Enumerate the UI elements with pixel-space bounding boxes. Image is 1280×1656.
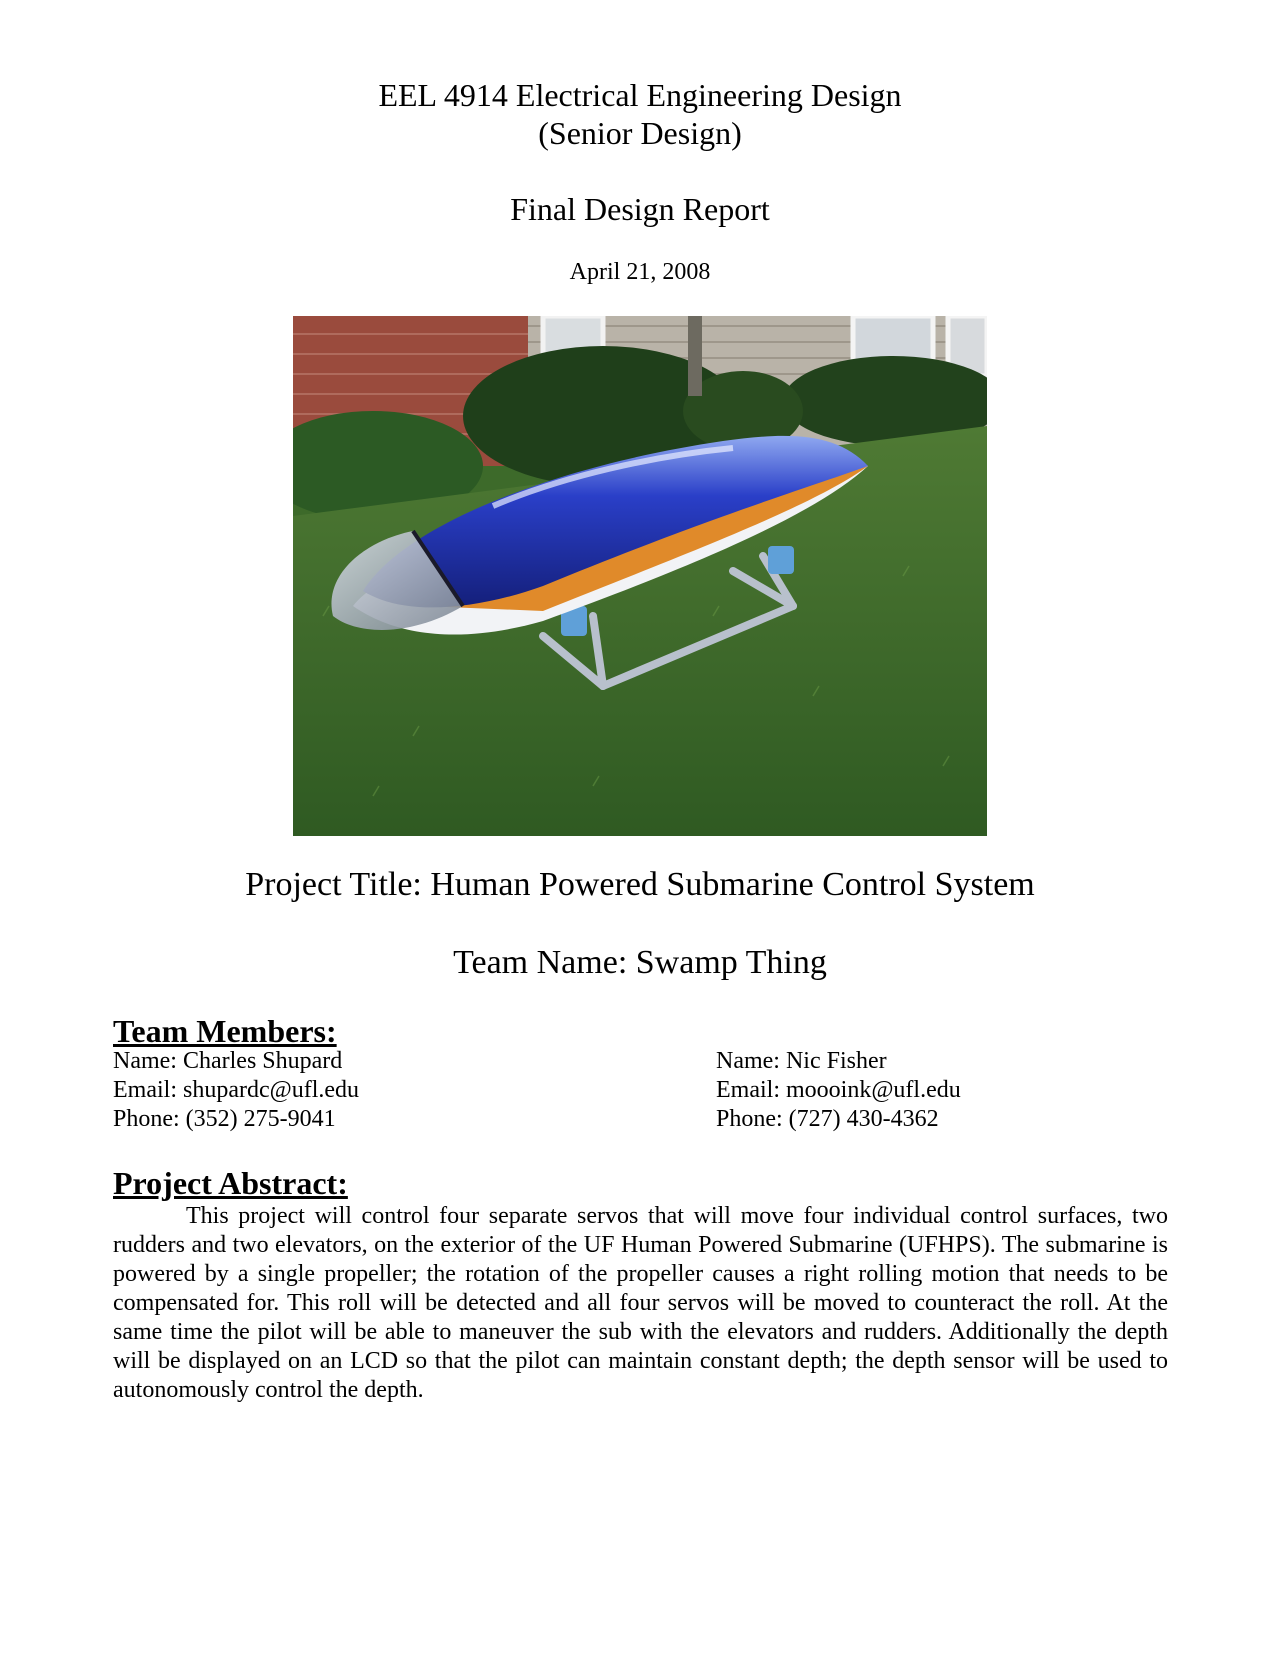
submarine-photo [293, 316, 987, 836]
member-email: Email: moooink@ufl.edu [716, 1077, 961, 1103]
team-name: Team Name: Swamp Thing [453, 944, 827, 981]
project-abstract-heading: Project Abstract: [113, 1165, 348, 1201]
course-title: EEL 4914 Electrical Engineering Design [378, 77, 902, 113]
member-name: Name: Charles Shupard [113, 1048, 343, 1074]
member-phone: Phone: (352) 275-9041 [113, 1106, 336, 1132]
team-member [716, 1047, 961, 1134]
member-email: Email: shupardc@ufl.edu [113, 1077, 360, 1103]
report-type: Final Design Report [510, 191, 770, 227]
project-abstract-text: This project will control four separate servos that will move four individual control surfaces, two rudders and two elevators, on the exterior of the UF Human Powered Submarine (UFHPS). The submarine is powered by a single propeller; the rotation of the propeller causes a right rolling motion that needs to be compensated for. This roll will be detected and all four servos will be moved to counteract the roll. At the same time the pilot will be able to maneuver the sub with the elevators and rudders. Additionally the depth will be displayed on an LCD so that the pilot can maintain constant depth; the depth sensor will be used to autonomously control the depth. [113, 1203, 1168, 1403]
course-subtitle: (Senior Design) [538, 115, 742, 151]
team-members-heading: Team Members: [113, 1013, 337, 1049]
report-date: April 21, 2008 [569, 259, 711, 285]
team-member [113, 1047, 359, 1134]
member-name: Name: Nic Fisher [716, 1048, 887, 1074]
member-phone: Phone: (727) 430-4362 [716, 1106, 939, 1132]
project-title: Project Title: Human Powered Submarine Control System [245, 866, 1035, 903]
